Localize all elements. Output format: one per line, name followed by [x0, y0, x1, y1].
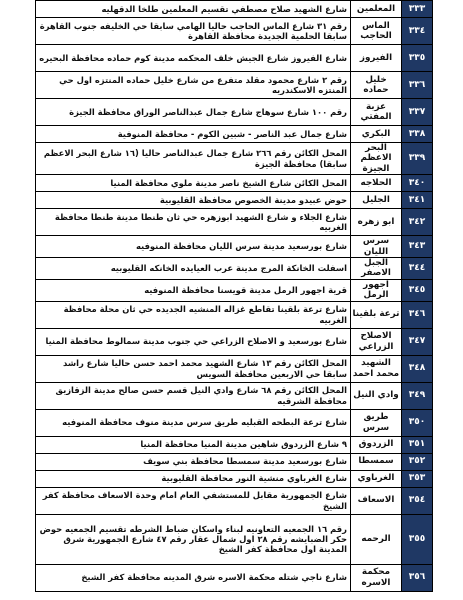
row-number-cell: ٣٤٤: [402, 258, 433, 280]
row-number-cell: ٣٤٦: [402, 301, 433, 328]
branch-table: [35, 0, 433, 592]
table-row: [36, 99, 433, 126]
row-number-cell: ٣٥٥: [402, 514, 433, 564]
address-cell: رقم ١٦ الجمعيه التعاونيه لبناء واسكان ضباط الشرطه تقسيم الجمعيه حوض حكر الضبايشه رقم ٢٨ اول شمال عقار رقم ٤٧ شارع الجمهورية شرق المدينة اول محافظة كفر الشيخ: [36, 514, 351, 564]
row-number-cell: ٣٣٧: [402, 99, 433, 126]
row-number-cell: ٣٥٦: [402, 564, 433, 591]
branch-name-cell: محكمة الاسره: [351, 564, 402, 591]
address-cell: المحل الكائن رقم ١٣ شارع الشهيد محمد احمد حسن حاليا شارع راشد سابقا حي الاربعين محافظة السويس: [36, 355, 351, 382]
row-number-cell: ٣٣٤: [402, 18, 433, 45]
branch-name-cell: ترعة بلقينا: [351, 301, 402, 328]
table-row: [36, 236, 433, 258]
row-number-cell: ٣٣٥: [402, 45, 433, 72]
branch-list-page: [35, 0, 433, 592]
branch-name-cell: سرس الليان: [351, 236, 402, 258]
address-cell: حوض عبيدو مدينة الخصوص محافظة القليوبية: [36, 192, 351, 209]
branch-name-cell: الاصلاح الزراعي: [351, 328, 402, 355]
branch-name-cell: خليل حماده: [351, 72, 402, 99]
table-row: [36, 175, 433, 192]
branch-name-cell: الرحمه: [351, 514, 402, 564]
row-number-cell: ٣٣٩: [402, 143, 433, 175]
table-row: [36, 143, 433, 175]
branch-name-cell: طريق سرس: [351, 409, 402, 436]
row-number-cell: ٣٤٩: [402, 382, 433, 409]
row-number-cell: ٣٣٣: [402, 1, 433, 18]
row-number-cell: ٣٥١: [402, 436, 433, 453]
branch-name-cell: الزردوق: [351, 436, 402, 453]
address-cell: شارع بورسعيد و الاصلاح الزراعي حي جنوب مدينة سمالوط محافظة المنيا: [36, 328, 351, 355]
branch-name-cell: عزبة المفتي: [351, 99, 402, 126]
address-cell: شارع جمال عبد الناصر - شبين الكوم - محافظة المنوفية: [36, 126, 351, 143]
address-cell: شارع الجمهورية مقابل للمستشفي العام امام وحدة الاسعاف محافظة كفر الشيخ: [36, 487, 351, 514]
row-number-cell: ٣٥٤: [402, 487, 433, 514]
branch-name-cell: الحلاجه: [351, 175, 402, 192]
branch-name-cell: اجهور الرمل: [351, 279, 402, 301]
row-number-cell: ٣٤٨: [402, 355, 433, 382]
branch-name-cell: الجليل: [351, 192, 402, 209]
table-row: [36, 382, 433, 409]
branch-name-cell: الاسعاف: [351, 487, 402, 514]
table-row: [36, 436, 433, 453]
branch-name-cell: الفيروز: [351, 45, 402, 72]
address-cell: ٩ شارع الزردوق شاهين مدينة المنيا محافظة المنيا: [36, 436, 351, 453]
branch-name-cell: وادي النيل: [351, 382, 402, 409]
table-row: [36, 1, 433, 18]
table-row: [36, 72, 433, 99]
row-number-cell: ٣٤٥: [402, 279, 433, 301]
address-cell: المحل الكائن شارع الشيخ ناصر مدينة ملوي محافظة المنيا: [36, 175, 351, 192]
table-row: [36, 126, 433, 143]
table-row: [36, 355, 433, 382]
row-number-cell: ٣٣٦: [402, 72, 433, 99]
branch-name-cell: البحر الاعظم الجيزة: [351, 143, 402, 175]
address-cell: رقم ٢ شارع محمود مقلد متفرع من شارع خليل حماده المنتزه اول حي المنتزه الاسكندريه: [36, 72, 351, 99]
address-cell: شارع الشهيد صلاح مصطفي تقسيم المعلمين طلخا الدقهليه: [36, 1, 351, 18]
table-row: [36, 564, 433, 591]
table-row: [36, 487, 433, 514]
address-cell: اسفلت الخانكة المرج مدينة عرب العيايده الخانكه القليوبيه: [36, 258, 351, 280]
row-number-cell: ٣٥٢: [402, 453, 433, 470]
row-number-cell: ٣٤١: [402, 192, 433, 209]
address-cell: شارع ترعة بلقينا تقاطع غزاله المنشيه الجديده حي ثان محلة محافظة الغربيه: [36, 301, 351, 328]
table-row: [36, 18, 433, 45]
branch-name-cell: الغرباوي: [351, 470, 402, 487]
table-row: [36, 192, 433, 209]
row-number-cell: ٣٤٠: [402, 175, 433, 192]
branch-name-cell: الشهيد محمد احمد: [351, 355, 402, 382]
branch-name-cell: الجبل الاصفر: [351, 258, 402, 280]
address-cell: شارع بورسعيد مدينة سرس الليان محافظة المنوفيه: [36, 236, 351, 258]
address-cell: رقم ١٠٠ شارع سوهاج شارع جمال عبدالناصر الوراق محافظة الجيزة: [36, 99, 351, 126]
address-cell: شارع بورسعيد مدينة سمسطا محافظة بني سويف: [36, 453, 351, 470]
row-number-cell: ٣٥٣: [402, 470, 433, 487]
address-cell: شارع ناجي شتله محكمة الاسره شرق المدينه محافظة كفر الشيخ: [36, 564, 351, 591]
address-cell: قرية اجهور الرمل مدينة قويسنا محافظة المنوفيه: [36, 279, 351, 301]
branch-name-cell: ابو زهره: [351, 209, 402, 236]
branch-name-cell: الماس الحاجب: [351, 18, 402, 45]
table-row: [36, 409, 433, 436]
row-number-cell: ٣٣٨: [402, 126, 433, 143]
address-cell: المحل الكائن رقم ٦٨ شارع وادي النيل قسم حسن صالح مدينة الزقازيق محافظة الشرقيه: [36, 382, 351, 409]
table-row: [36, 209, 433, 236]
address-cell: شارع الجلاء و شارع الشهيد ابوزهره حي ثان طنطا مدينة طنطا محافظة الغربيه: [36, 209, 351, 236]
row-number-cell: ٣٥٠: [402, 409, 433, 436]
branch-table-body: [36, 1, 433, 592]
table-row: [36, 514, 433, 564]
table-row: [36, 470, 433, 487]
address-cell: المحل الكائن رقم ٢٦٦ شارع جمال عبدالناصر حاليا (١٦ شارع البحر الاعظم سابقا) محافظة الجيزة: [36, 143, 351, 175]
address-cell: شارع ترعة البطحه القبليه طريق سرس مدينة منوف محافظة المنوفيه: [36, 409, 351, 436]
table-row: [36, 328, 433, 355]
table-row: [36, 279, 433, 301]
branch-name-cell: البكري: [351, 126, 402, 143]
table-row: [36, 453, 433, 470]
row-number-cell: ٣٤٢: [402, 209, 433, 236]
branch-name-cell: المعلمين: [351, 1, 402, 18]
row-number-cell: ٣٤٧: [402, 328, 433, 355]
address-cell: شارع الفيروز شارع الجيش خلف المحكمه مدينة كوم حماده محافظة البحيره: [36, 45, 351, 72]
table-row: [36, 301, 433, 328]
row-number-cell: ٣٤٣: [402, 236, 433, 258]
branch-name-cell: سمسطا: [351, 453, 402, 470]
table-row: [36, 45, 433, 72]
address-cell: شارع الغرباوي منشية النور محافظة القليوبية: [36, 470, 351, 487]
table-row: [36, 258, 433, 280]
address-cell: رقم ٣١ شارع الماس الحاجب حاليا الهامي سابقا حي الخليفه جنوب القاهرة سابقا الحلمية الجديدة محافظة القاهرة: [36, 18, 351, 45]
